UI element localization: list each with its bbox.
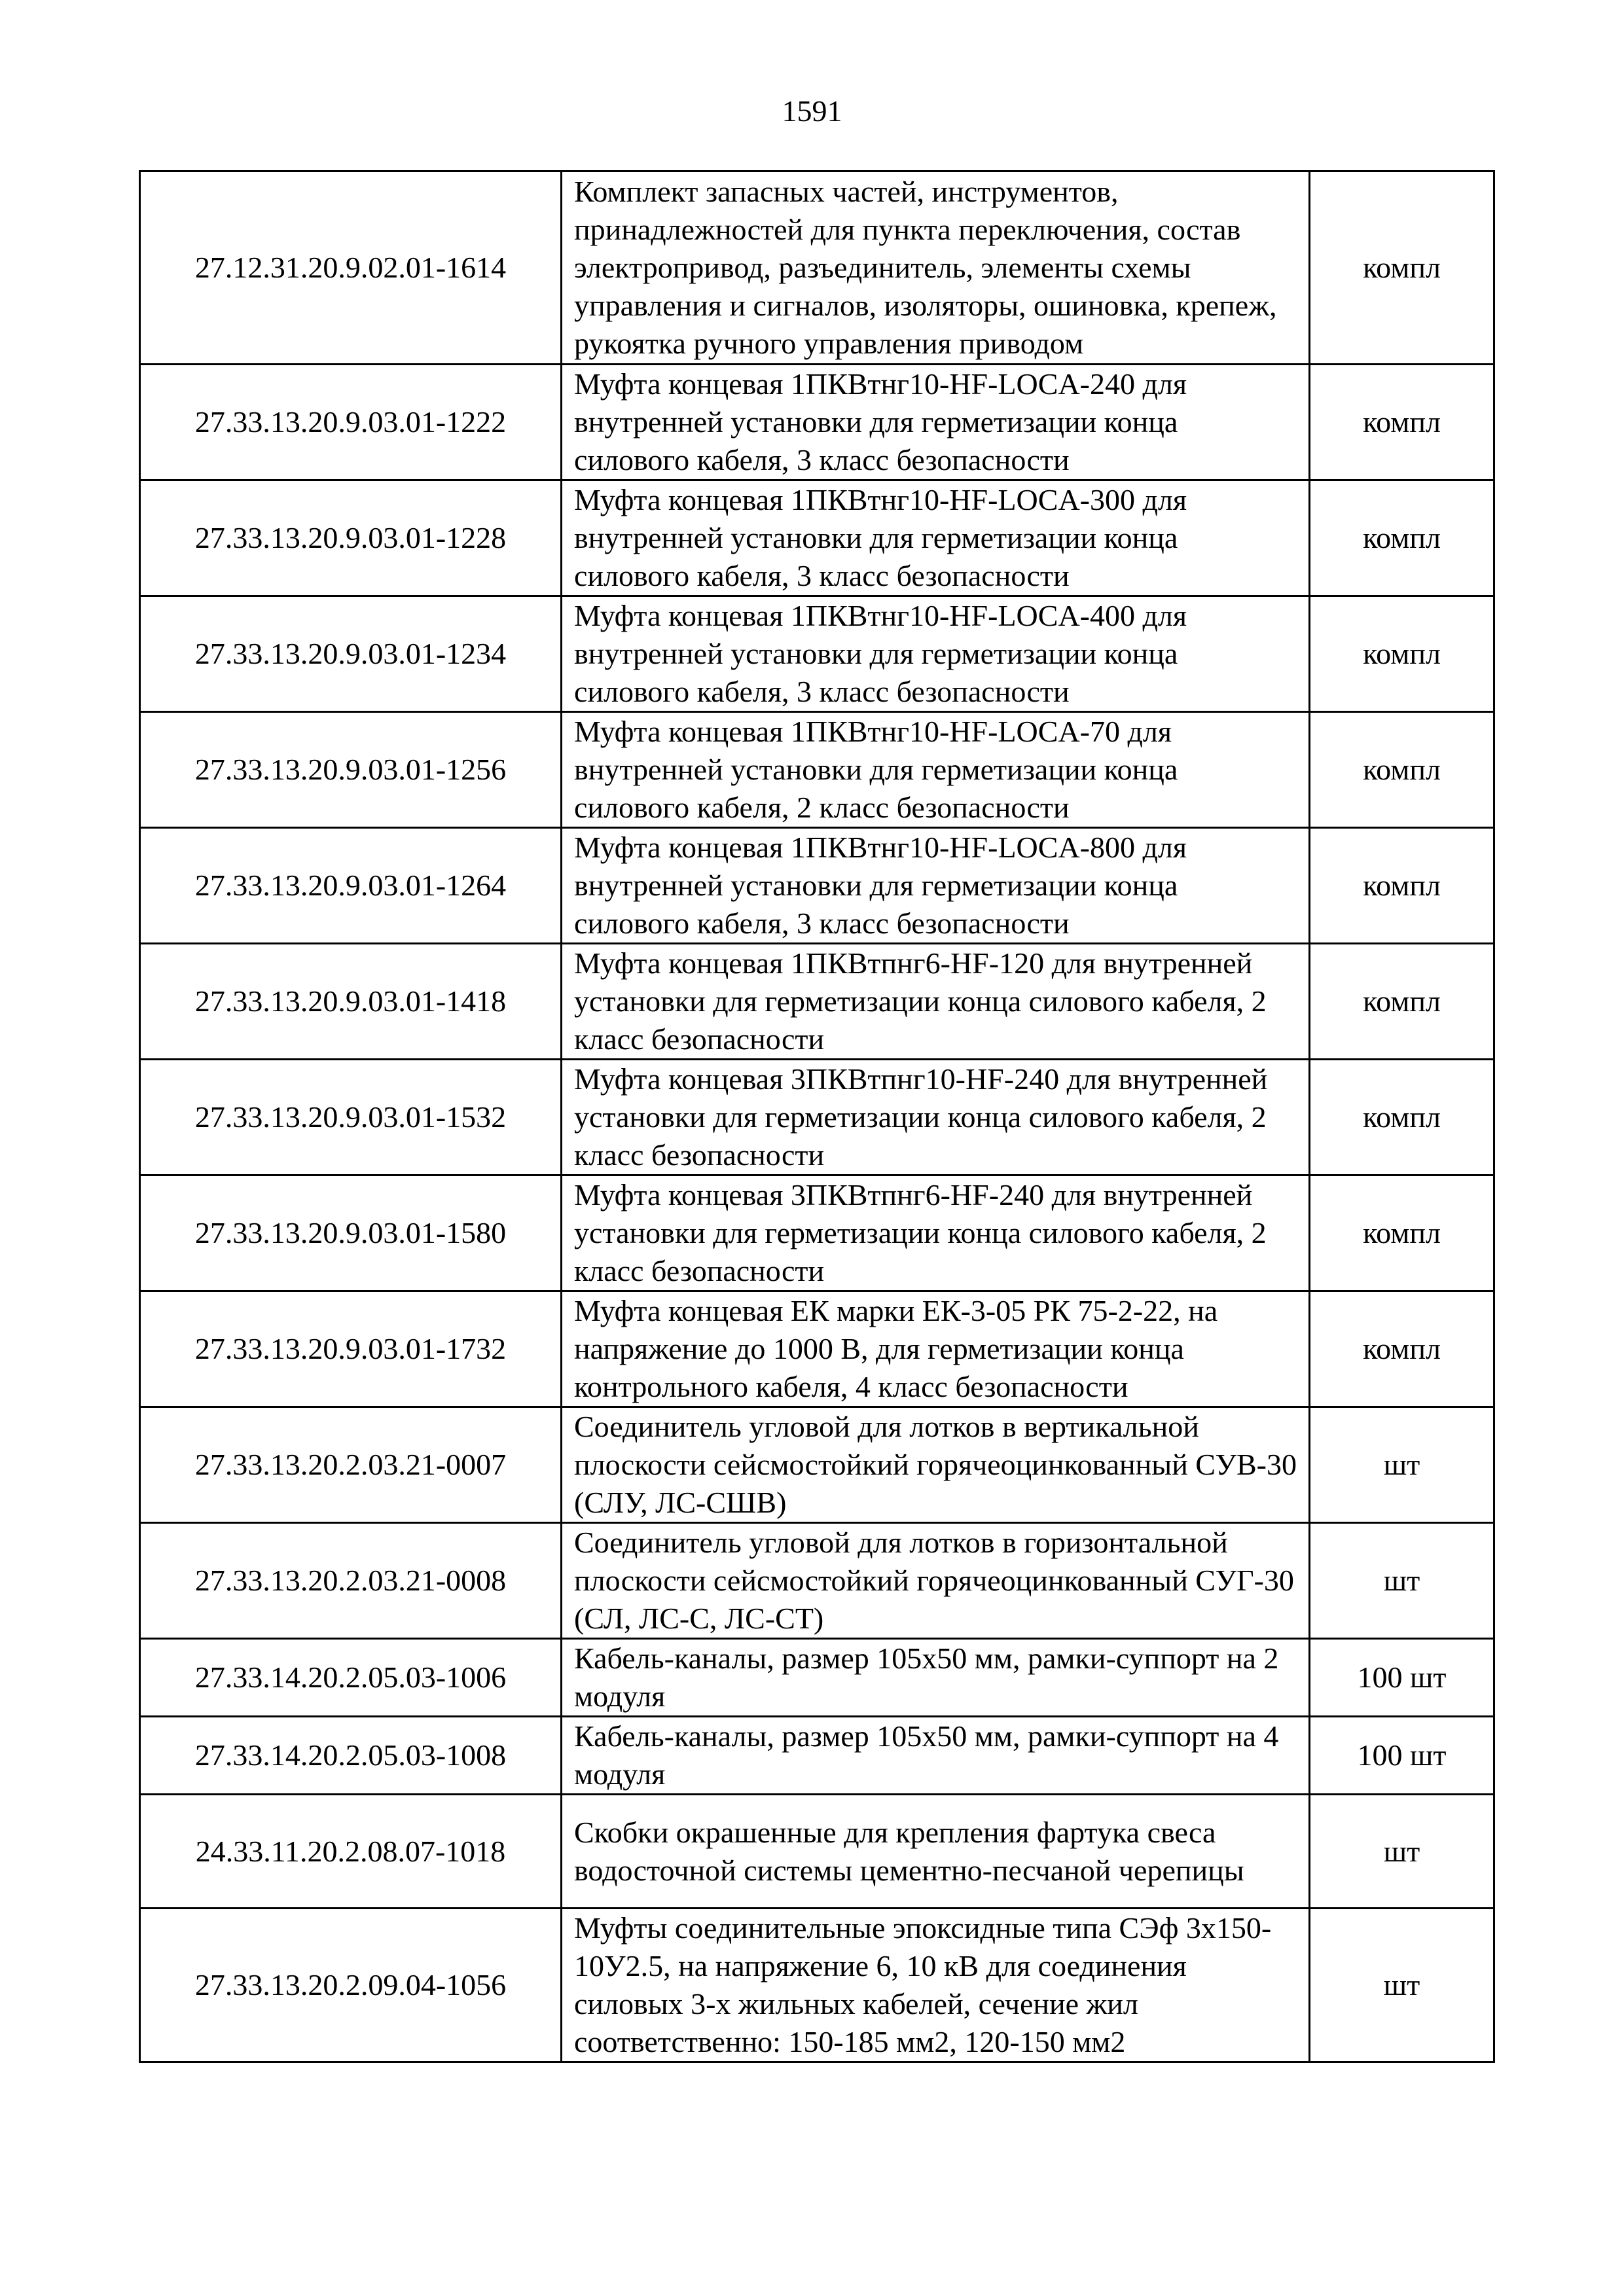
resource-code: 27.33.13.20.9.03.01-1418 (140, 944, 562, 1060)
resource-code: 27.33.13.20.9.03.01-1264 (140, 828, 562, 944)
resource-unit: компл (1310, 828, 1494, 944)
resource-name: Скобки окрашенные для крепления фартука свеса водосточной системы цементно-песчаной черепицы (562, 1795, 1310, 1909)
table-row (140, 480, 1494, 596)
resource-name: Муфты соединительные эпоксидные типа СЭф 3х150-10У2.5, на напряжение 6, 10 кВ для соединения силовых 3-х жильных кабелей, сечение жил соответственно: 150-185 мм2, 120-150 мм2 (562, 1909, 1310, 2062)
resource-unit: компл (1310, 1175, 1494, 1291)
table-row (140, 1060, 1494, 1175)
resource-code: 27.33.13.20.9.03.01-1256 (140, 712, 562, 828)
resource-unit: 100 шт (1310, 1639, 1494, 1717)
resource-code: 27.33.13.20.2.09.04-1056 (140, 1909, 562, 2062)
resource-unit: шт (1310, 1909, 1494, 2062)
resource-code: 27.33.13.20.9.03.01-1234 (140, 596, 562, 712)
table-row (140, 1407, 1494, 1523)
resource-unit: компл (1310, 1291, 1494, 1407)
resource-name: Муфта концевая 1ПКВтнг10-HF-LOCA-70 для внутренней установки для герметизации конца силового кабеля, 2 класс безопасности (562, 712, 1310, 828)
table-row (140, 365, 1494, 480)
resource-code: 27.33.13.20.9.03.01-1222 (140, 365, 562, 480)
resource-name: Муфта концевая 1ПКВтнг10-HF-LOCA-800 для внутренней установки для герметизации конца силового кабеля, 3 класс безопасности (562, 828, 1310, 944)
table-row (140, 1639, 1494, 1717)
table-row (140, 596, 1494, 712)
resource-unit: компл (1310, 596, 1494, 712)
table-row (140, 712, 1494, 828)
resource-code: 27.33.14.20.2.05.03-1006 (140, 1639, 562, 1717)
resource-code: 27.33.13.20.2.03.21-0008 (140, 1523, 562, 1639)
table-row (140, 1175, 1494, 1291)
resource-name: Муфта концевая 1ПКВтнг10-HF-LOCA-400 для внутренней установки для герметизации конца силового кабеля, 3 класс безопасности (562, 596, 1310, 712)
resource-code: 27.33.14.20.2.05.03-1008 (140, 1717, 562, 1795)
resource-name: Муфта концевая 1ПКВтнг10-HF-LOCA-300 для внутренней установки для герметизации конца силового кабеля, 3 класс безопасности (562, 480, 1310, 596)
resource-code: 24.33.11.20.2.08.07-1018 (140, 1795, 562, 1909)
resource-unit: компл (1310, 365, 1494, 480)
resource-unit: шт (1310, 1523, 1494, 1639)
table-row (140, 828, 1494, 944)
resource-unit: компл (1310, 480, 1494, 596)
page-number: 1591 (782, 94, 842, 128)
resource-name: Соединитель угловой для лотков в горизонтальной плоскости сейсмостойкий горячеоцинкованный СУГ-30 (СЛ, ЛС-С, ЛС-СТ) (562, 1523, 1310, 1639)
table-row (140, 944, 1494, 1060)
resource-name: Муфта концевая 1ПКВтнг10-HF-LOCA-240 для внутренней установки для герметизации конца силового кабеля, 3 класс безопасности (562, 365, 1310, 480)
resource-code: 27.33.13.20.9.03.01-1732 (140, 1291, 562, 1407)
resource-unit: компл (1310, 1060, 1494, 1175)
resource-name: Муфта концевая 3ПКВтпнг6-HF-240 для внутренней установки для герметизации конца силового кабеля, 2 класс безопасности (562, 1175, 1310, 1291)
resource-unit: шт (1310, 1407, 1494, 1523)
resource-name: Соединитель угловой для лотков в вертикальной плоскости сейсмостойкий горячеоцинкованный СУВ-30 (СЛУ, ЛС-СШВ) (562, 1407, 1310, 1523)
resource-code: 27.33.13.20.9.03.01-1228 (140, 480, 562, 596)
resource-code: 27.12.31.20.9.02.01-1614 (140, 171, 562, 365)
resource-table (139, 170, 1495, 2063)
table-row (140, 1909, 1494, 2062)
resource-unit: компл (1310, 171, 1494, 365)
table-row (140, 1523, 1494, 1639)
resource-name: Муфта концевая 1ПКВтпнг6-HF-120 для внутренней установки для герметизации конца силового кабеля, 2 класс безопасности (562, 944, 1310, 1060)
table-row (140, 171, 1494, 365)
table-row (140, 1291, 1494, 1407)
table-row (140, 1717, 1494, 1795)
resource-unit: шт (1310, 1795, 1494, 1909)
table-row (140, 1795, 1494, 1909)
resource-code: 27.33.13.20.9.03.01-1580 (140, 1175, 562, 1291)
resource-name: Муфта концевая 3ПКВтпнг10-HF-240 для внутренней установки для герметизации конца силового кабеля, 2 класс безопасности (562, 1060, 1310, 1175)
resource-unit: 100 шт (1310, 1717, 1494, 1795)
resource-name: Кабель-каналы, размер 105х50 мм, рамки-суппорт на 4 модуля (562, 1717, 1310, 1795)
resource-name: Комплект запасных частей, инструментов, принадлежностей для пункта переключения, состав электропривод, разъединитель, элементы схемы управления и сигналов, изоляторы, ошиновка, крепеж, рукоятка ручного управления приводом (562, 171, 1310, 365)
resource-name: Кабель-каналы, размер 105х50 мм, рамки-суппорт на 2 модуля (562, 1639, 1310, 1717)
resource-unit: компл (1310, 712, 1494, 828)
resource-name: Муфта концевая ЕК марки ЕК-3-05 РК 75-2-22, на напряжение до 1000 В, для герметизации конца контрольного кабеля, 4 класс безопасности (562, 1291, 1310, 1407)
resource-code: 27.33.13.20.2.03.21-0007 (140, 1407, 562, 1523)
resource-code: 27.33.13.20.9.03.01-1532 (140, 1060, 562, 1175)
resource-unit: компл (1310, 944, 1494, 1060)
